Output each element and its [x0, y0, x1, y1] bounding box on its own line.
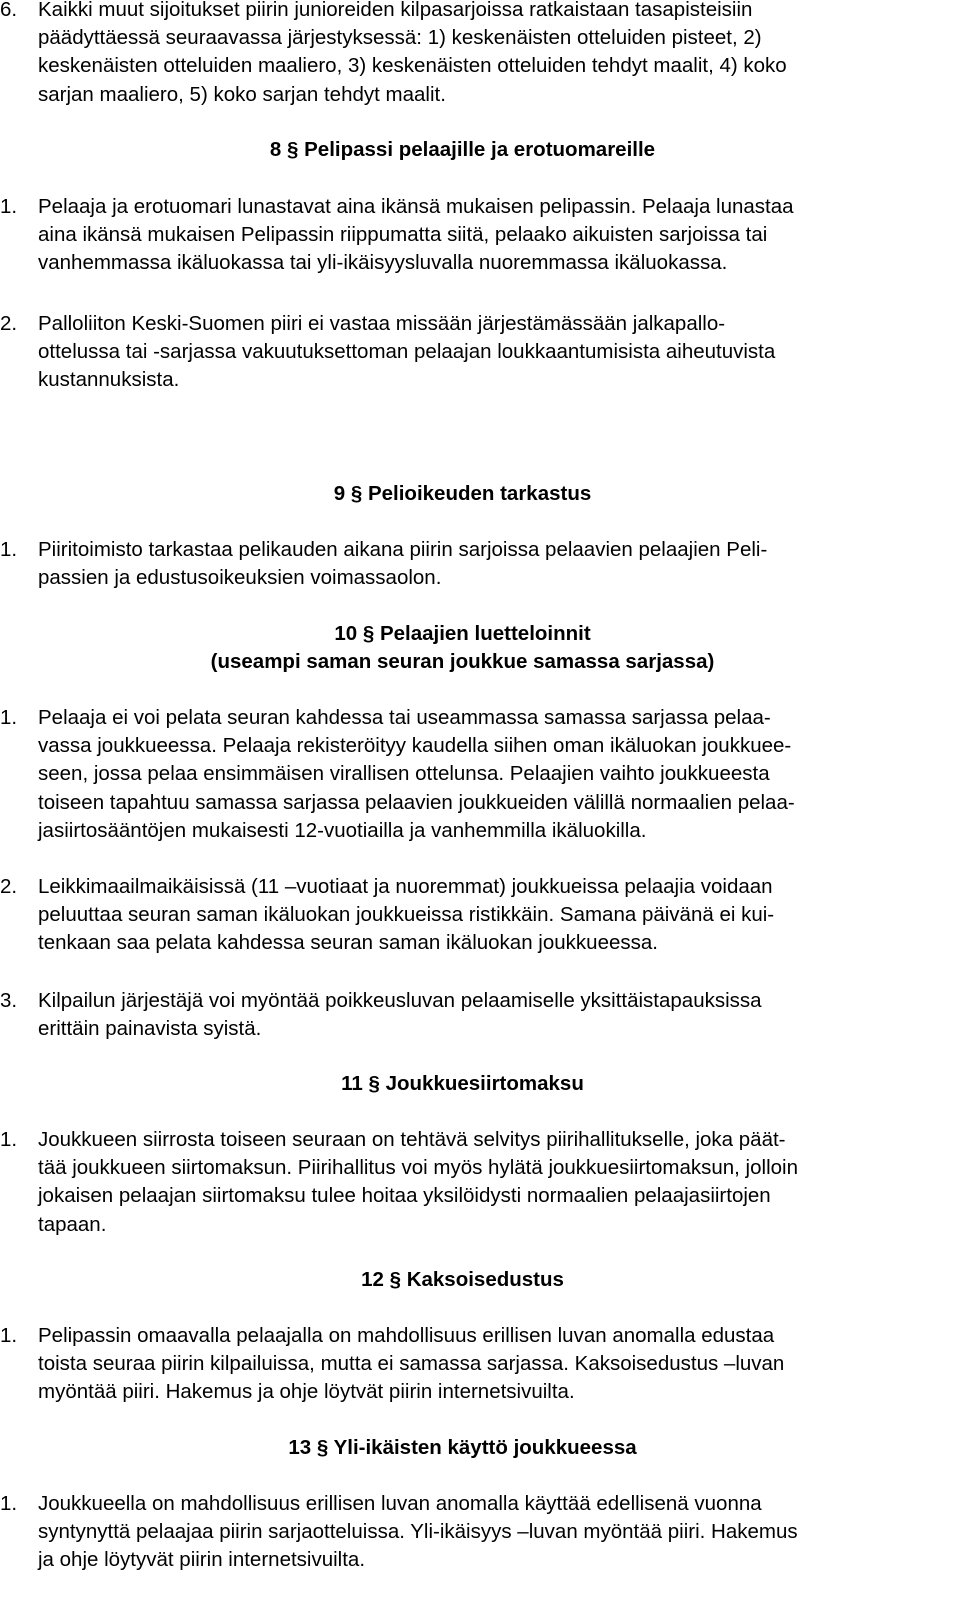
item-number: 1.	[0, 706, 18, 729]
paragraph-13-1	[0, 1490, 950, 1575]
text-line: Piiritoimisto tarkastaa pelikauden aikana piirin sarjoissa pelaavien pelaajien Peli-	[38, 538, 768, 561]
text-line: vassa joukkueessa. Pelaaja rekisteröityy kaudella siihen oman ikäluokan joukkuee-	[38, 734, 792, 758]
paragraph-12-1	[0, 1322, 950, 1407]
item-number: 1.	[0, 538, 18, 561]
section-heading-10	[0, 620, 925, 676]
section-number: 12	[361, 1268, 384, 1291]
section-number: 9	[333, 482, 346, 505]
text-line: Leikkimaailmaikäisissä (11 –vuotiaat ja nuoremmat) joukkueissa pelaajia voidaan	[38, 875, 773, 898]
item-text	[38, 704, 950, 845]
item-number: 3.	[0, 989, 18, 1012]
text-line: jasiirtosääntöjen mukaisesti 12-vuotiailla ja vanhemmilla ikäluokilla.	[38, 818, 647, 842]
text-line: sarjan maaliero, 5) koko sarjan tehdyt maalit.	[38, 82, 446, 106]
section-mark: §	[389, 1268, 401, 1291]
item-text	[38, 193, 950, 278]
text-line: Pelipassin omaavalla pelaajalla on mahdollisuus erillisen luvan anomalla edustaa	[38, 1324, 775, 1347]
item-number: 1.	[0, 1492, 18, 1515]
paragraph-9-1	[0, 536, 950, 592]
text-line: jokaisen pelaajan siirtomaksu tulee hoitaa yksilöidysti normaalien pelaajasiirtojen	[38, 1184, 771, 1208]
item-text	[38, 0, 950, 109]
item-number: 2.	[0, 875, 18, 898]
section-title: Kaksoisedustus	[406, 1268, 564, 1291]
text-line: vanhemmassa ikäluokassa tai yli-ikäisyysluvalla nuoremmassa ikäluokassa.	[38, 251, 728, 275]
text-line: keskenäisten otteluiden maaliero, 3) keskenäisten otteluiden tehdyt maalit, 4) koko	[38, 54, 787, 78]
section-heading-9	[0, 480, 925, 508]
section-heading-8	[0, 136, 925, 164]
item-text	[38, 1490, 950, 1575]
text-line: toista seuraa piirin kilpailuissa, mutta ei samassa sarjassa. Kaksoisedustus –luvan	[38, 1352, 785, 1376]
section-title: Pelipassi pelaajille ja erotuomareille	[304, 138, 656, 161]
text-line: Palloliiton Keski-Suomen piiri ei vastaa missään järjestämässään jalkapallo-	[38, 312, 726, 335]
section-heading-11	[0, 1070, 925, 1098]
item-text	[38, 536, 950, 592]
section-mark: §	[316, 1436, 329, 1459]
text-line: tää joukkueen siirtomaksun. Piirihallitus voi myös hylätä joukkuesiirtomaksun, jolloin	[38, 1156, 798, 1180]
text-line: toiseen tapahtuu samassa sarjassa pelaavien joukkueiden välillä normaalien pelaa-	[38, 790, 795, 814]
text-line: erittäin painavista syistä.	[38, 1017, 262, 1041]
item-text	[38, 873, 950, 958]
section-heading-13	[0, 1434, 925, 1462]
item-text	[38, 1322, 950, 1407]
section-heading-line	[0, 620, 925, 648]
section-mark: §	[350, 482, 363, 505]
item-text	[38, 987, 950, 1043]
paragraph-11-1	[0, 1126, 950, 1239]
section-number: 13	[288, 1436, 312, 1459]
section-title: Pelioikeuden tarkastus	[367, 482, 592, 505]
text-line: Joukkueella on mahdollisuus erillisen luvan anomalla käyttää edellisenä vuonna	[38, 1492, 762, 1515]
text-line: tenkaan saa pelata kahdessa seuran saman ikäluokan joukkueessa.	[38, 931, 658, 955]
item-number: 1.	[0, 1128, 18, 1151]
item-number: 1.	[0, 1324, 18, 1347]
text-line: syntynyttä pelaajaa piirin sarjaotteluissa. Yli-ikäisyys –luvan myöntää piiri. Hakemus	[38, 1520, 798, 1544]
section-mark: §	[368, 1072, 380, 1095]
paragraph-6	[0, 0, 950, 109]
text-line: ottelussa tai -sarjassa vakuutuksettoman pelaajan loukkaantumisista aiheutuvista	[38, 340, 776, 364]
section-title: Pelaajien luetteloinnit	[379, 622, 591, 645]
paragraph-8-1	[0, 193, 950, 278]
item-text	[38, 1126, 950, 1239]
section-subtitle: (useampi saman seuran joukkue samassa sarjassa)	[210, 650, 715, 674]
text-line: aina ikänsä mukaisen Pelipassin riippumatta siitä, pelaako aikuisten sarjoissa tai	[38, 223, 768, 247]
text-line: Kilpailun järjestäjä voi myöntää poikkeusluvan pelaamiselle yksittäistapauksissa	[38, 989, 762, 1012]
text-line: Kaikki muut sijoitukset piirin junioreiden kilpasarjoissa ratkaistaan tasapisteisiin	[38, 0, 753, 21]
paragraph-10-3	[0, 987, 950, 1043]
text-line: ja ohje löytyvät piirin internetsivuilta.	[38, 1548, 366, 1572]
item-number: 2.	[0, 312, 18, 335]
section-heading-12	[0, 1266, 925, 1294]
item-number: 1.	[0, 195, 18, 218]
text-line: tapaan.	[38, 1212, 107, 1236]
paragraph-8-2	[0, 310, 950, 395]
section-title: Yli-ikäisten käyttö joukkueessa	[333, 1436, 637, 1459]
paragraph-10-2	[0, 873, 950, 958]
section-mark: §	[362, 622, 375, 645]
section-title: Joukkuesiirtomaksu	[385, 1072, 584, 1095]
text-line: kustannuksista.	[38, 368, 180, 392]
item-number: 6.	[0, 0, 18, 21]
section-number: 11	[341, 1072, 363, 1095]
text-line: Pelaaja ei voi pelata seuran kahdessa tai useammassa samassa sarjassa pelaa-	[38, 706, 771, 729]
item-text	[38, 310, 950, 395]
text-line: Pelaaja ja erotuomari lunastavat aina ikänsä mukaisen pelipassin. Pelaaja lunastaa	[38, 195, 794, 218]
text-line: Joukkueen siirrosta toiseen seuraan on tehtävä selvitys piirihallitukselle, joka päät-	[38, 1128, 786, 1151]
text-line: myöntää piiri. Hakemus ja ohje löytvät piirin internetsivuilta.	[38, 1380, 575, 1404]
section-number: 10	[334, 622, 358, 645]
text-line: peluuttaa seuran saman ikäluokan joukkueissa ristikkäin. Samana päivänä ei kui-	[38, 903, 775, 927]
text-line: passien ja edustusoikeuksien voimassaolon.	[38, 566, 442, 590]
text-line: seen, jossa pelaa ensimmäisen virallisen ottelunsa. Pelaajien vaihto joukkueesta	[38, 762, 770, 786]
paragraph-10-1	[0, 704, 950, 845]
section-number: 8	[269, 138, 282, 161]
text-line: päädyttäessä seuraavassa järjestyksessä: 1) keskenäisten otteluiden pisteet, 2)	[38, 26, 762, 50]
section-mark: §	[287, 138, 299, 161]
